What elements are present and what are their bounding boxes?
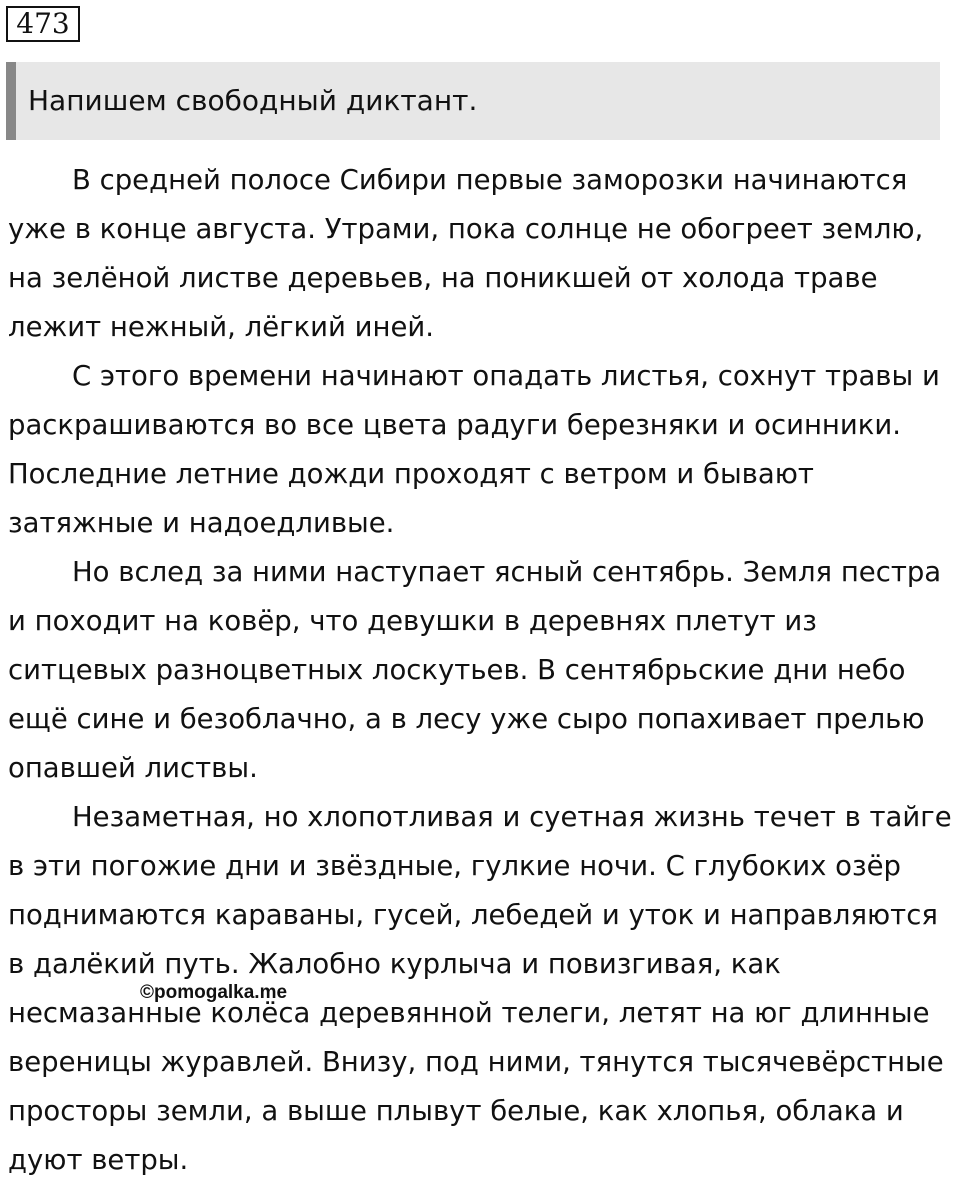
dictation-text (8, 156, 954, 1185)
paragraph-1: В средней полосе Сибири первые заморозки начинаются уже в конце августа. Утрами, пока солнце не обогреет землю, на зелёной листве деревьев, на поникшей от холода траве лежит нежный, лёгкий иней. (8, 164, 924, 343)
exercise-number: 473 (6, 6, 80, 42)
task-instruction: Напишем свободный диктант. (6, 62, 940, 140)
paragraph-3: Но вслед за ними наступает ясный сентябрь. Земля пестра и походит на ковёр, что девушки в деревнях плетут из ситцевых разноцветных лоскутьев. В сентябрьские дни небо ещё сине и безоблачно, а в лесу уже сыро попахивает прелью опавшей листвы. (8, 556, 942, 784)
watermark: ©pomogalka.me (140, 982, 288, 1003)
paragraph-2: С этого времени начинают опадать листья, сохнут травы и раскрашиваются во все цвета радуги березняки и осинники. Последние летние дожди проходят с ветром и бывают затяжные и надоедливые. (8, 360, 940, 539)
paragraph-4: Незаметная, но хлопотливая и суетная жизнь течет в тайге в эти погожие дни и звёздные, гулкие ночи. С глубоких озёр поднимаются караваны, гусей, лебедей и уток и направляются в далёкий путь. Жалобно курлыча и повизгивая, как несмазанные колёса деревянной телеги, летят на юг длинные вереницы журавлей. Внизу, под ними, тянутся тысячевёрстные просторы земли, а выше плывут белые, как хлопья, облака и дуют ветры. (8, 801, 952, 1176)
